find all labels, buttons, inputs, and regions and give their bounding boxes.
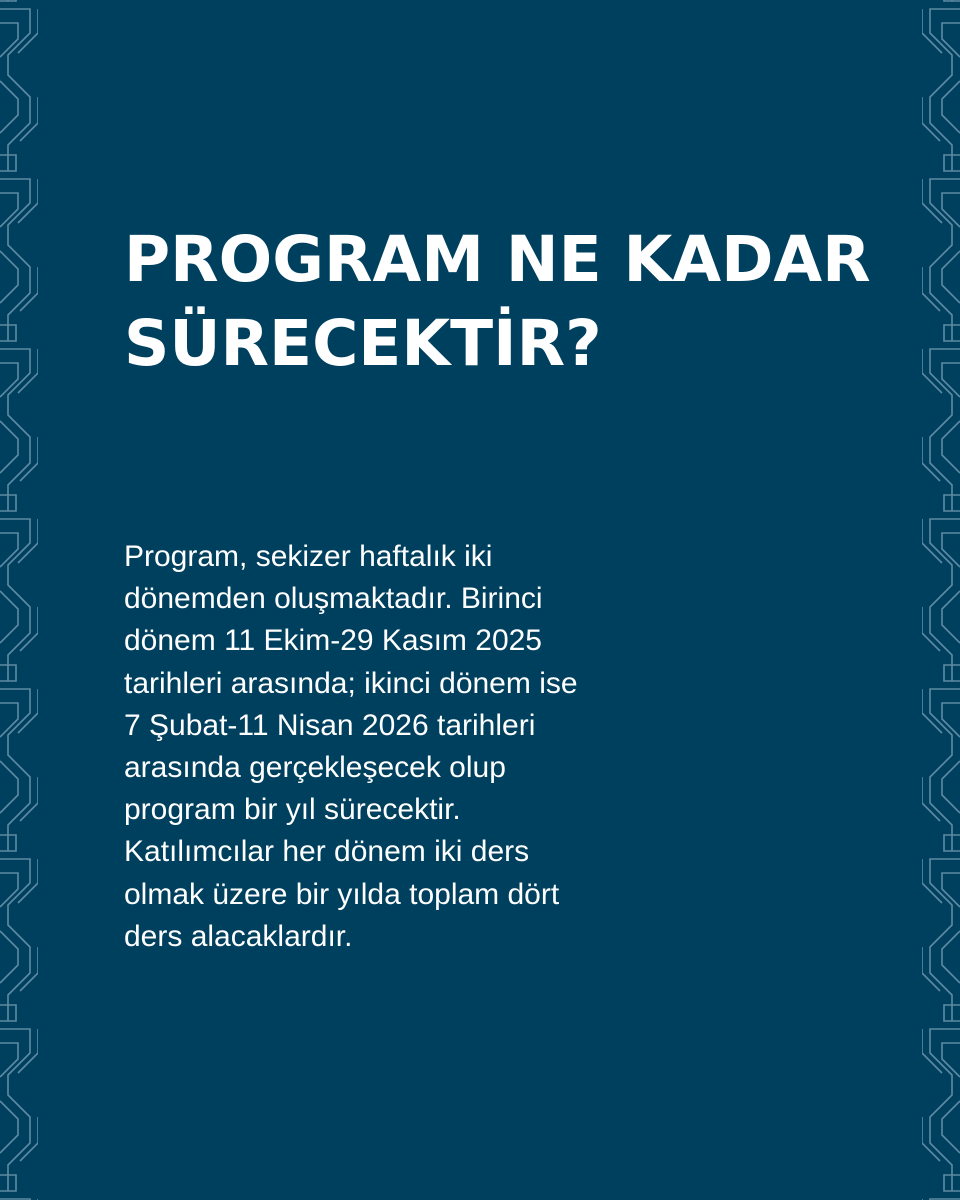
paragraph-line: Program, sekizer haftalık iki: [124, 540, 493, 573]
page-title-line: SÜRECEKTİR?: [124, 307, 602, 380]
paragraph-line: program bir yıl sürecektir.: [124, 793, 461, 827]
description-paragraph: [124, 536, 684, 958]
paragraph-line: arasında gerçekleşecek olup: [124, 751, 506, 785]
paragraph-line: 7 Şubat-11 Nisan 2026 tarihleri: [124, 708, 536, 742]
paragraph-line: tarihleri arasında; ikinci dönem ise: [124, 666, 578, 700]
paragraph-line: olmak üzere bir yılda toplam dört: [124, 877, 560, 911]
geometric-ornament-icon: [0, 0, 38, 1200]
geometric-ornament-icon: [922, 0, 960, 1200]
paragraph-line: dönemden oluşmaktadır. Birinci: [124, 582, 543, 616]
left-ornament-border: [0, 0, 38, 1200]
paragraph-line: dönem 11 Ekim-29 Kasım 2025: [124, 624, 542, 658]
right-ornament-border: [922, 0, 960, 1200]
page-title-line: PROGRAM NE KADAR: [124, 223, 871, 296]
paragraph-line: ders alacaklardır.: [124, 919, 353, 953]
paragraph-line: Katılımcılar her dönem iki ders: [124, 835, 530, 869]
page-title: [124, 218, 904, 386]
